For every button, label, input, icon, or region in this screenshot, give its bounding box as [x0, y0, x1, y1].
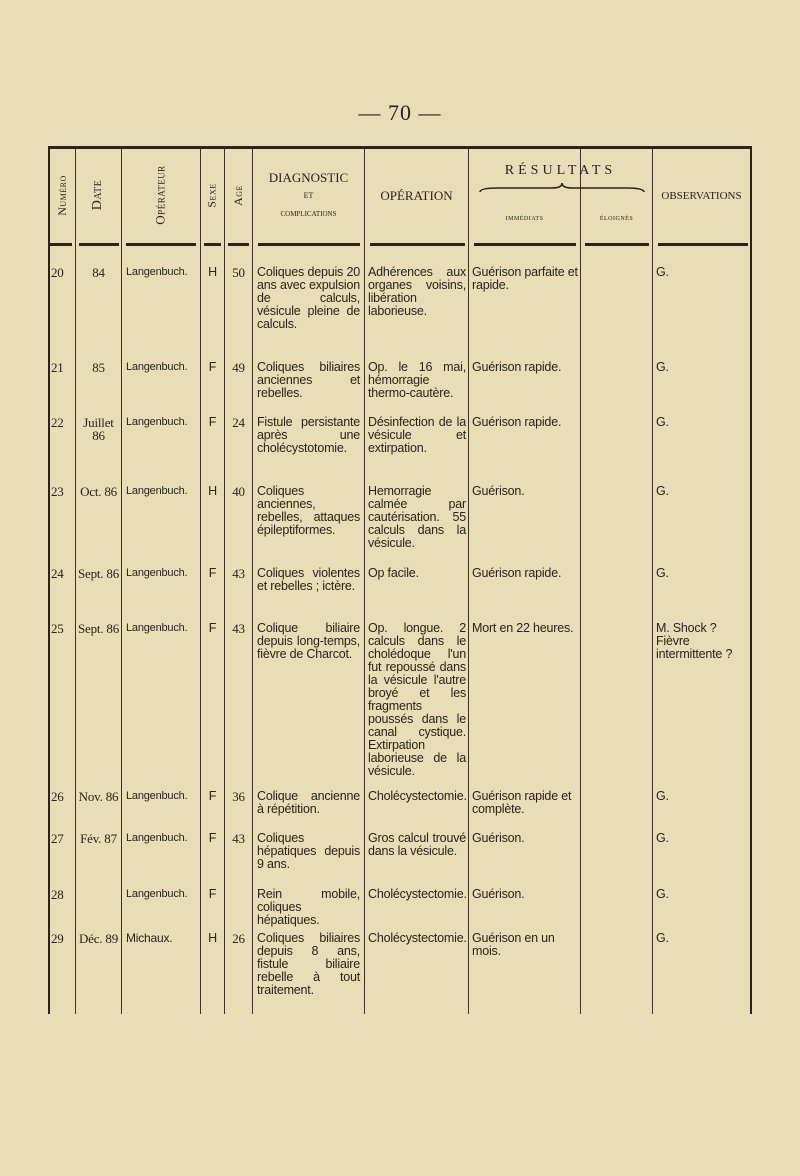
cell-operation: Op. longue. 2 calculs dans le cholédoque l'un fut repoussé dans la vésicule l'autre broyé et les fragments poussés dans le canal cystique. Extirpation laborieuse de la vésicule. — [368, 621, 466, 778]
cell-age: 43 — [232, 831, 245, 846]
cell-diagnostic: Coliques depuis 20 ans avec expulsion de calculs, vésicule pleine de calculs. — [257, 265, 360, 331]
cell-operateur: Langenbuch. — [126, 888, 188, 900]
cell-immediats: Guérison. — [472, 887, 525, 901]
cell-numero: 23 — [51, 484, 64, 499]
header-rule — [658, 243, 748, 246]
header-observations: OBSERVATIONS — [661, 190, 742, 202]
cell-observations: G. — [656, 360, 669, 374]
cell-age: 43 — [232, 621, 245, 636]
header-resultats: RÉSULTATS — [504, 163, 617, 178]
header-sexe: Sexe — [205, 182, 220, 208]
header-operateur: Opérateur — [153, 165, 168, 225]
cell-diagnostic: Colique ancienne à répétition. — [257, 789, 360, 816]
cell-sexe: F — [208, 415, 217, 429]
header-diagnostic-et: et — [303, 187, 314, 201]
cell-date: Sept. 86 — [77, 566, 119, 581]
cell-observations: G. — [656, 887, 669, 901]
cell-numero: 28 — [51, 887, 64, 902]
table-left-rule — [48, 146, 50, 1014]
cell-age: 43 — [232, 566, 245, 581]
header-date: Date — [90, 179, 106, 211]
cell-sexe: H — [208, 931, 217, 945]
cell-numero: 25 — [51, 621, 64, 636]
cell-observations: G. — [656, 265, 669, 279]
page-number: — 70 — — [358, 100, 442, 125]
cell-numero: 29 — [51, 931, 64, 946]
header-rule — [258, 243, 360, 246]
cell-sexe: H — [208, 265, 217, 279]
cell-observations: G. — [656, 831, 669, 845]
cell-sexe: F — [208, 566, 217, 580]
header-complications: complications — [280, 208, 337, 219]
cell-operation: Op. le 16 mai, hémorragie thermo-cautère. — [368, 360, 466, 400]
cell-immediats: Mort en 22 heures. — [472, 621, 574, 635]
cell-date: Fév. 87 — [80, 831, 117, 846]
cell-immediats: Guérison rapide. — [472, 566, 562, 580]
cell-operateur: Langenbuch. — [126, 361, 188, 373]
header-rule — [50, 243, 72, 246]
cell-operateur: Langenbuch. — [126, 832, 188, 844]
header-operation: OPÉRATION — [380, 188, 453, 203]
cell-date: 85 — [92, 360, 105, 375]
cell-observations: G. — [656, 931, 669, 945]
header-immediats: immédiats — [505, 212, 544, 222]
cell-sexe: F — [208, 360, 217, 374]
cell-date: Déc. 89 — [78, 931, 119, 946]
cell-age: 26 — [232, 931, 245, 946]
cell-immediats: Guérison rapide et complète. — [472, 789, 572, 816]
cell-operateur: Langenbuch. — [126, 416, 188, 428]
cell-numero: 21 — [51, 360, 64, 375]
cell-numero: 27 — [51, 831, 64, 846]
header-eloignes: éloignés — [599, 212, 634, 222]
table-right-rule — [750, 146, 752, 1014]
cell-numero: 22 — [51, 415, 64, 430]
cell-age: 49 — [232, 360, 245, 375]
col-divider — [468, 149, 469, 1014]
cell-diagnostic: Fistule persistante après une cholécystotomie. — [257, 415, 360, 455]
header-rule — [228, 243, 249, 246]
cell-age: 50 — [232, 265, 245, 280]
cell-immediats: Guérison rapide. — [472, 415, 562, 429]
cell-date: Sept. 86 — [77, 621, 119, 636]
cell-sexe: F — [208, 831, 217, 845]
cell-observations: G. — [656, 484, 669, 498]
header-rule — [79, 243, 119, 246]
cell-immediats: Guérison parfaite et rapide. — [472, 265, 578, 292]
cell-numero: 26 — [51, 789, 64, 804]
cell-observations: G. — [656, 415, 669, 429]
cell-observations: G. — [656, 789, 669, 803]
col-divider — [252, 149, 253, 1014]
cell-age: 24 — [232, 415, 245, 430]
cell-operateur: Langenbuch. — [126, 790, 188, 802]
cell-age: 40 — [232, 484, 245, 499]
cell-operateur: Langenbuch. — [126, 622, 188, 634]
cell-immediats: Guérison. — [472, 831, 525, 845]
cell-operation: Adhérences aux organes voisins, libération laborieuse. — [368, 265, 466, 318]
cell-sexe: H — [208, 484, 217, 498]
cell-immediats: Guérison rapide. — [472, 360, 562, 374]
cell-immediats: Guérison. — [472, 484, 525, 498]
cell-operation: Cholécystectomie. — [368, 931, 467, 945]
results-table — [48, 146, 752, 1014]
cell-diagnostic: Colique biliaire depuis long-temps, fièvre de Charcot. — [257, 621, 360, 661]
header-rule — [474, 243, 576, 246]
col-divider — [580, 149, 581, 1014]
cell-operation: Désinfection de la vésicule et extirpation. — [368, 415, 466, 455]
header-rule — [370, 243, 465, 246]
cell-date: 84 — [92, 265, 105, 280]
cell-numero: 20 — [51, 265, 64, 280]
cell-operation: Gros calcul trouvé dans la vésicule. — [368, 831, 466, 858]
cell-observations: M. Shock ? Fièvre intermittente ? — [656, 621, 733, 661]
header-rule — [204, 243, 221, 246]
cell-operation: Cholécystectomie. — [368, 887, 467, 901]
header-resultats-brace — [478, 182, 646, 194]
cell-immediats: Guérison en un mois. — [472, 931, 555, 958]
cell-diagnostic: Rein mobile, coliques hépatiques. — [257, 887, 360, 927]
header-numero: Numéro — [55, 174, 69, 216]
cell-diagnostic: Coliques anciennes, rebelles, attaques épileptiformes. — [257, 484, 360, 537]
cell-numero: 24 — [51, 566, 64, 581]
table-top-rule — [48, 146, 752, 149]
cell-diagnostic: Coliques biliaires anciennes et rebelles. — [257, 360, 360, 400]
header-age: Age — [231, 184, 245, 206]
cell-operation: Op facile. — [368, 566, 419, 580]
cell-date: Oct. 86 — [80, 484, 117, 499]
cell-diagnostic: Coliques biliaires depuis 8 ans, fistule biliaire rebelle à tout traitement. — [257, 931, 360, 997]
cell-operation: Hemorragie calmée par cautérisation. 55 calculs dans la vésicule. — [368, 484, 466, 550]
cell-operateur: Langenbuch. — [126, 567, 188, 579]
cell-date: Nov. 86 — [78, 789, 119, 804]
cell-date: Juillet 86 — [83, 415, 114, 443]
cell-age: 36 — [232, 789, 245, 804]
cell-operation: Cholécystectomie. — [368, 789, 467, 803]
cell-sexe: F — [208, 789, 217, 803]
col-divider — [364, 149, 365, 1014]
col-divider — [121, 149, 122, 1014]
cell-diagnostic: Coliques hépatiques depuis 9 ans. — [257, 831, 360, 871]
cell-sexe: F — [208, 621, 217, 635]
cell-operateur: Langenbuch. — [126, 485, 188, 497]
cell-operateur: Langenbuch. — [126, 266, 188, 278]
cell-operateur: Michaux. — [126, 931, 173, 945]
header-rule — [126, 243, 196, 246]
cell-diagnostic: Coliques violentes et rebelles ; ictère. — [257, 566, 360, 593]
cell-observations: G. — [656, 566, 669, 580]
col-divider — [652, 149, 653, 1014]
cell-sexe: F — [208, 887, 217, 901]
header-diagnostic: DIAGNOSTIC — [268, 170, 349, 185]
header-rule — [585, 243, 649, 246]
